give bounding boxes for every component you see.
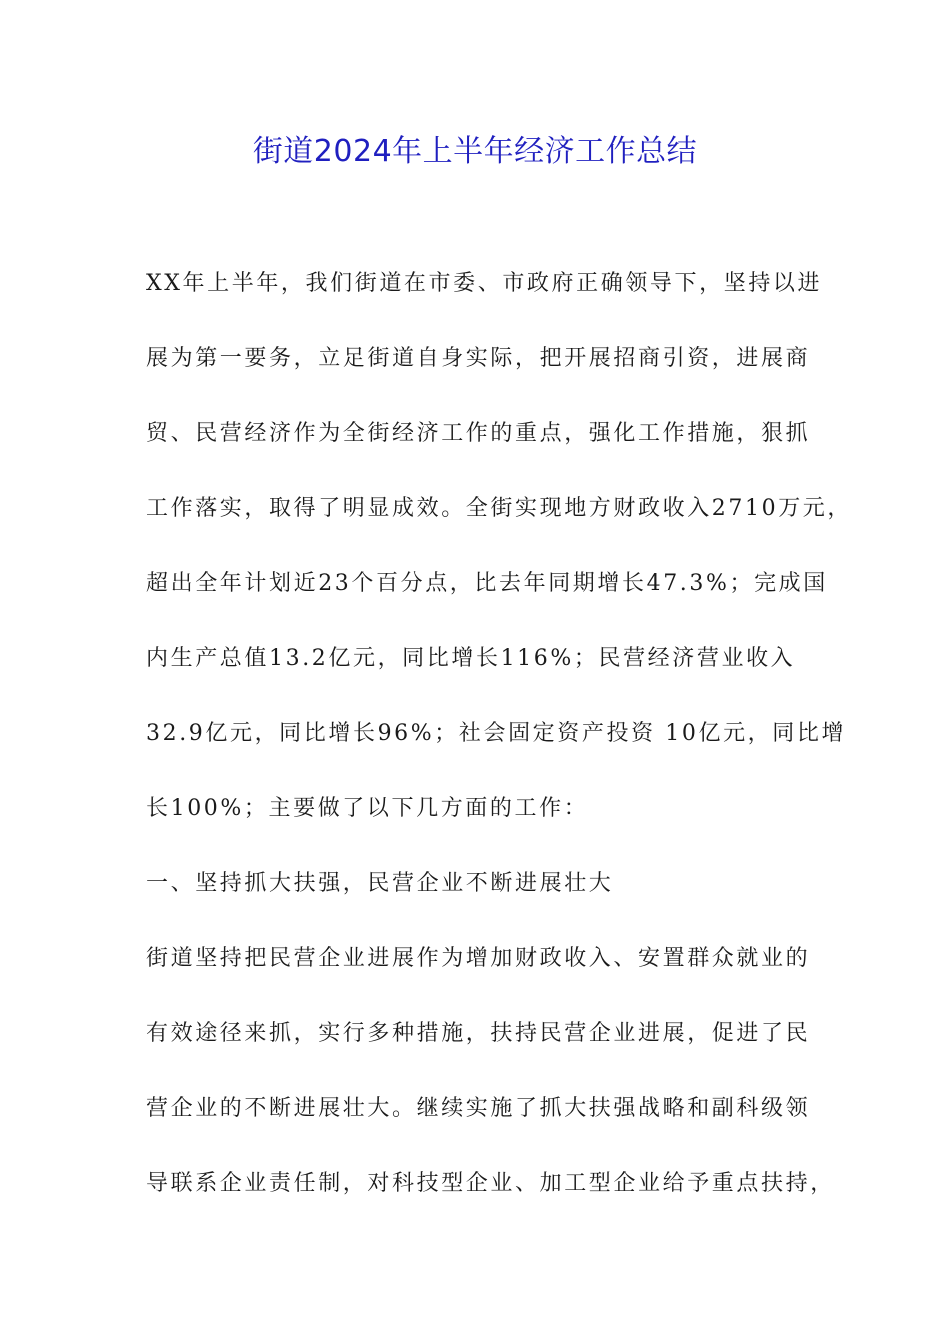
paragraph-line: 导联系企业责任制，对科技型企业、加工型企业给予重点扶持， — [146, 1171, 835, 1196]
paragraph-line: 营企业的不断进展壮大。继续实施了抓大扶强战略和副科级领 — [146, 1096, 811, 1121]
section-heading — [146, 846, 826, 921]
paragraph-line: 内生产总值13.2亿元，同比增长116%；民营经济营业收入 — [146, 646, 796, 671]
document-title: 街道2024年上半年经济工作总结 — [252, 134, 698, 169]
intro-paragraph — [146, 246, 852, 846]
paragraph-line: XX年上半年，我们街道在市委、市政府正确领导下，坚持以进 — [146, 271, 823, 296]
paragraph-line: 街道坚持把民营企业进展作为增加财政收入、安置群众就业的 — [146, 946, 811, 971]
paragraph-line: 贸、民营经济作为全街经济工作的重点，强化工作措施，狠抓 — [146, 421, 811, 446]
paragraph-line: 超出全年计划近23个百分点，比去年同期增长47.3%；完成国 — [146, 571, 828, 596]
paragraph-line: 长100%；主要做了以下几方面的工作： — [146, 796, 589, 821]
paragraph-line: 工作落实，取得了明显成效。全街实现地方财政收入2710万元， — [146, 496, 852, 521]
section-heading-text: 一、坚持抓大扶强，民营企业不断进展壮大 — [146, 871, 614, 896]
section-paragraph — [146, 921, 835, 1221]
paragraph-line: 32.9亿元，同比增长96%；社会固定资产投资 10亿元，同比增 — [146, 721, 847, 746]
paragraph-line: 有效途径来抓，实行多种措施，扶持民营企业进展，促进了民 — [146, 1021, 811, 1046]
paragraph-line: 展为第一要务，立足街道自身实际，把开展招商引资，进展商 — [146, 346, 811, 371]
